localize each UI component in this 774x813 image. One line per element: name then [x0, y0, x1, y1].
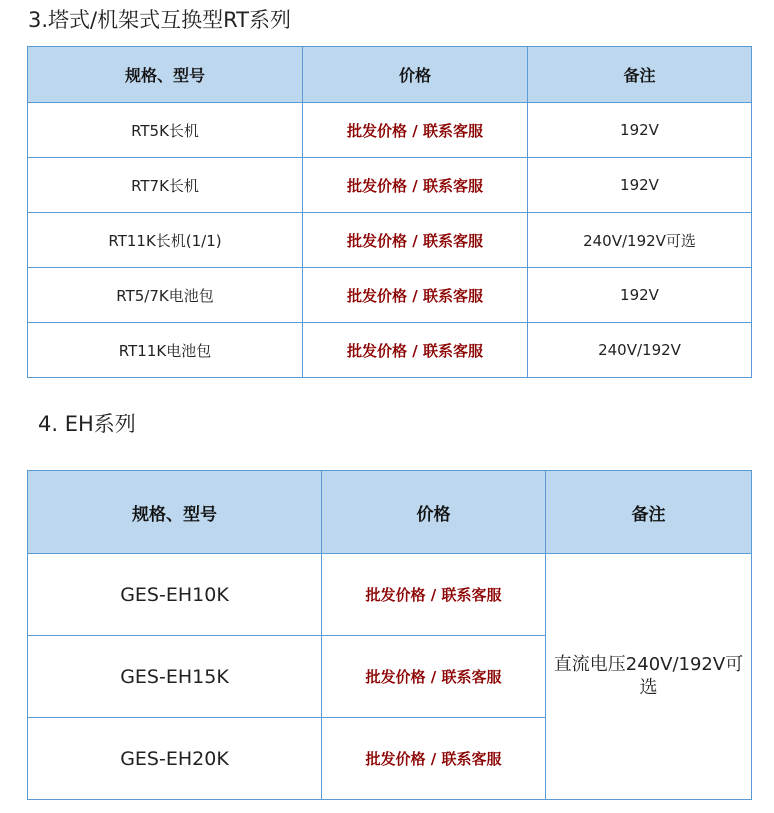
table-row [28, 554, 752, 636]
cell-note: 192V [528, 268, 752, 323]
table-row [28, 323, 752, 378]
section-title-eh-series: 4. EH系列 [38, 412, 136, 436]
header-model: 规格、型号 [28, 471, 322, 554]
cell-note: 240V/192V [528, 323, 752, 378]
cell-price: 批发价格 / 联系客服 [303, 103, 528, 158]
cell-shared-note: 直流电压240V/192V可选 [546, 554, 752, 800]
table-row [28, 103, 752, 158]
cell-model: RT5/7K电池包 [28, 268, 303, 323]
table-row [28, 158, 752, 213]
cell-price: 批发价格 / 联系客服 [322, 636, 546, 718]
header-note: 备注 [546, 471, 752, 554]
table-header-row [28, 471, 752, 554]
cell-price: 批发价格 / 联系客服 [303, 158, 528, 213]
cell-model: RT11K电池包 [28, 323, 303, 378]
rt-series-price-table [27, 46, 752, 378]
cell-model: RT5K长机 [28, 103, 303, 158]
header-model: 规格、型号 [28, 47, 303, 103]
cell-model: GES-EH20K [28, 718, 322, 800]
table-header-row [28, 47, 752, 103]
table-row [28, 268, 752, 323]
cell-price: 批发价格 / 联系客服 [303, 323, 528, 378]
cell-price: 批发价格 / 联系客服 [322, 718, 546, 800]
cell-price: 批发价格 / 联系客服 [322, 554, 546, 636]
header-price: 价格 [303, 47, 528, 103]
header-note: 备注 [528, 47, 752, 103]
cell-note: 192V [528, 158, 752, 213]
cell-price: 批发价格 / 联系客服 [303, 268, 528, 323]
table-row [28, 213, 752, 268]
cell-price: 批发价格 / 联系客服 [303, 213, 528, 268]
cell-model: RT11K长机(1/1) [28, 213, 303, 268]
cell-note: 240V/192V可选 [528, 213, 752, 268]
cell-model: RT7K长机 [28, 158, 303, 213]
cell-model: GES-EH10K [28, 554, 322, 636]
header-price: 价格 [322, 471, 546, 554]
eh-series-price-table [27, 470, 752, 800]
cell-note: 192V [528, 103, 752, 158]
section-title-rt-series: 3.塔式/机架式互换型RT系列 [28, 8, 292, 32]
cell-model: GES-EH15K [28, 636, 322, 718]
